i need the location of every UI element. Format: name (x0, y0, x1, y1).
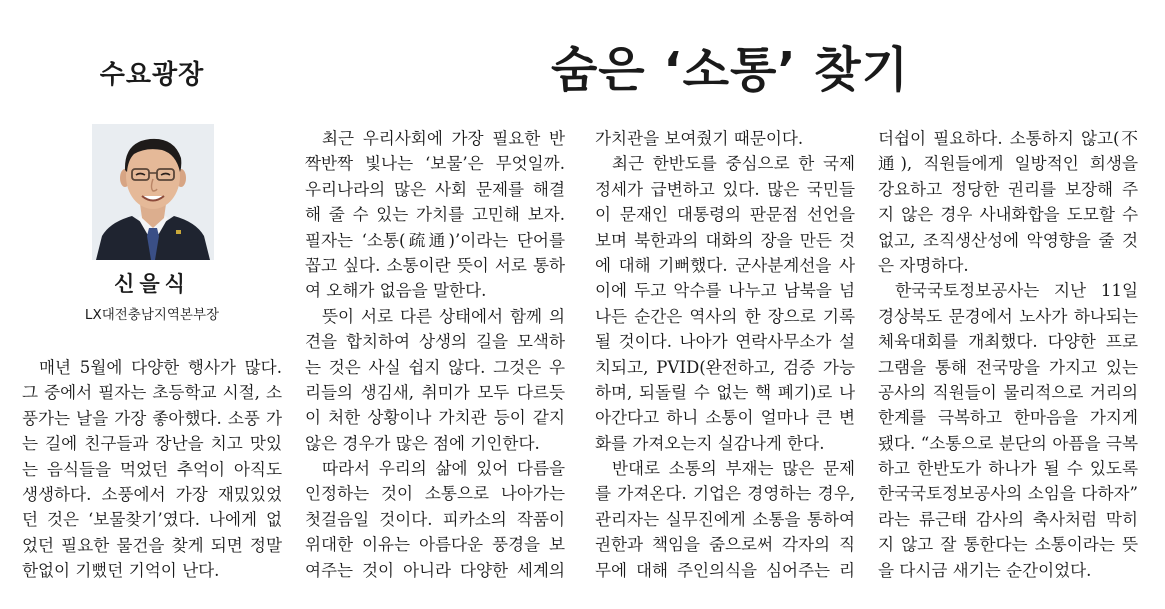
text-line: 라는 류근태 감사의 축사처럼 막히 (878, 509, 1138, 529)
text-line: 는 길에 친구들과 장난을 치고 맛있 (22, 434, 282, 454)
text-line: 었던 필요한 물건을 찾게 되면 정말 (22, 535, 282, 555)
article-column-4 (878, 126, 1138, 583)
text-line: 한계를 극복하고 한마음을 가지게 (878, 408, 1138, 428)
article-column-2 (305, 126, 565, 583)
text-line: 이에 두고 악수를 나누고 남북을 넘 (595, 281, 855, 301)
text-line: 보며 북한과의 대화의 장을 만든 것 (595, 230, 855, 250)
text-line: 지 않고 잘 통한다는 소통이라는 뜻 (878, 535, 1138, 555)
text-line: 될 것이다. 나아가 연락사무소가 설 (595, 332, 855, 352)
text-line: 한국국토정보공사의 소임을 다하자” (878, 484, 1138, 504)
text-line: 무에 대해 주인의식을 심어주는 리 (595, 560, 855, 580)
author-portrait-image (92, 124, 214, 260)
text-line: 최근 우리사회에 가장 필요한 반 (322, 129, 565, 148)
text-line: 첫걸음일 것이다. 피카소의 작품이 (305, 509, 565, 529)
text-line: 최근 한반도를 중심으로 한 국제 (612, 154, 855, 174)
text-line: 체육대회를 개최했다. 다양한 프로 (878, 332, 1138, 352)
text-line: 경상북도 문경에서 노사가 하나되는 (878, 306, 1138, 326)
text-line: 그램을 통해 전국망을 가지고 있는 (878, 357, 1138, 377)
text-line: 없고, 조직생산성에 악영향을 줄 것 (878, 230, 1138, 250)
text-line: 권한과 책임을 줌으로써 각자의 직 (595, 535, 855, 555)
text-line: 위대한 이유는 아름다운 풍경을 보 (305, 535, 565, 555)
text-line: 인정하는 것이 소통으로 나아가는 (305, 484, 565, 504)
text-line: 이 처한 상황이나 가치관 등이 같지 (305, 408, 565, 428)
text-line: 지 않은 경우 사내화합을 도모할 수 (878, 205, 1138, 225)
text-line: 은 자명하다. (878, 255, 969, 275)
text-line: 이 문재인 대통령의 판문점 선언을 (595, 205, 855, 225)
text-line: 는 음식들을 먹었던 추억이 아직도 (22, 459, 282, 479)
text-line: 따라서 우리의 삶에 있어 다름을 (322, 459, 565, 479)
text-line: 를 가져온다. 기업은 경영하는 경우, (595, 484, 855, 504)
text-line: 강요하고 정당한 권리를 보장해 주 (878, 179, 1138, 199)
text-line: 됐다. “소통으로 분단의 아픔을 극복 (878, 433, 1138, 453)
text-line: 정세가 급변하고 있다. 많은 국민들 (595, 179, 855, 199)
text-line: 짝반짝 빛나는 ‘보물’은 무엇일까. (305, 154, 565, 174)
text-line: 우리나라의 많은 사회 문제를 해결 (305, 179, 565, 199)
text-line: 나든 순간은 역사의 한 장으로 기록 (595, 306, 855, 326)
text-line: 공사의 직원들이 물리적으로 거리의 (878, 382, 1138, 402)
text-line: 해 줄 수 있는 가치를 고민해 보자. (305, 205, 565, 225)
author-photo (92, 124, 214, 260)
text-line: 을 다시금 새기는 순간이었다. (878, 560, 1092, 580)
section-label: 수요광장 (99, 60, 205, 90)
text-line: 매년 5월에 다양한 행사가 많다. (39, 358, 282, 377)
article-column-3 (595, 126, 855, 583)
text-line: 꼽고 싶다. 소통이란 뜻이 서로 통하 (305, 255, 565, 275)
text-line: 하고 한반도가 하나가 될 수 있도록 (878, 459, 1138, 479)
text-line: 않은 경우가 많은 점에 기인한다. (305, 433, 540, 453)
text-line: 아간다고 하니 소통이 얼마나 큰 변 (595, 408, 855, 428)
text-line: 풍가는 날을 가장 좋아했다. 소풍 가 (22, 408, 282, 428)
text-line: 여 오해가 없음을 말한다. (305, 281, 487, 301)
text-line: 여주는 것이 아니라 다양한 세계의 (305, 560, 565, 580)
text-line: 관리자는 실무진에게 소통을 통하여 (595, 509, 855, 529)
text-line: 그 중에서 필자는 초등학교 시절, 소 (22, 383, 282, 403)
text-line: 견을 합치하여 상생의 길을 모색하 (305, 332, 565, 352)
text-line: 하며, 되돌릴 수 없는 핵 폐기)로 나 (595, 382, 855, 402)
text-line: 생생하다. 소풍에서 가장 재밌있었 (22, 484, 282, 504)
text-line: 에 대해 기뻐했다. 군사분계선을 사 (595, 255, 855, 275)
text-line: 한없이 기뻤던 기억이 난다. (22, 561, 220, 581)
article-headline: 숨은 ‘소통’ 찾기 (550, 42, 910, 98)
author-title: LX대전충남지역본부장 (84, 307, 220, 323)
text-line: 뜻이 서로 다른 상태에서 함께 의 (322, 306, 565, 326)
text-line: 는 것은 사실 쉽지 않다. 그것은 우 (305, 357, 565, 377)
text-line: 가치관을 보여줬기 때문이다. (595, 129, 804, 148)
text-line: 리들의 생김새, 취미가 모두 다르듯 (305, 382, 565, 402)
text-line: 던 것은 ‘보물찾기’였다. 나에게 없 (22, 510, 282, 530)
text-line: 通), 직원들에게 일방적인 희생을 (878, 154, 1138, 174)
text-line: 반대로 소통의 부재는 많은 문제 (612, 459, 855, 479)
author-name: 신을식 (114, 272, 190, 296)
article-column-1 (22, 355, 282, 584)
text-line: 한국국토정보공사는 지난 11일 (895, 281, 1138, 301)
text-line: 필자는 ‘소통(疏通)’이라는 단어를 (305, 230, 565, 250)
text-line: 더쉽이 필요하다. 소통하지 않고(不 (878, 129, 1138, 148)
text-line: 치되고, PVID(완전하고, 검증 가능 (595, 357, 855, 377)
text-line: 화를 가져오는지 실감나게 한다. (595, 433, 825, 453)
